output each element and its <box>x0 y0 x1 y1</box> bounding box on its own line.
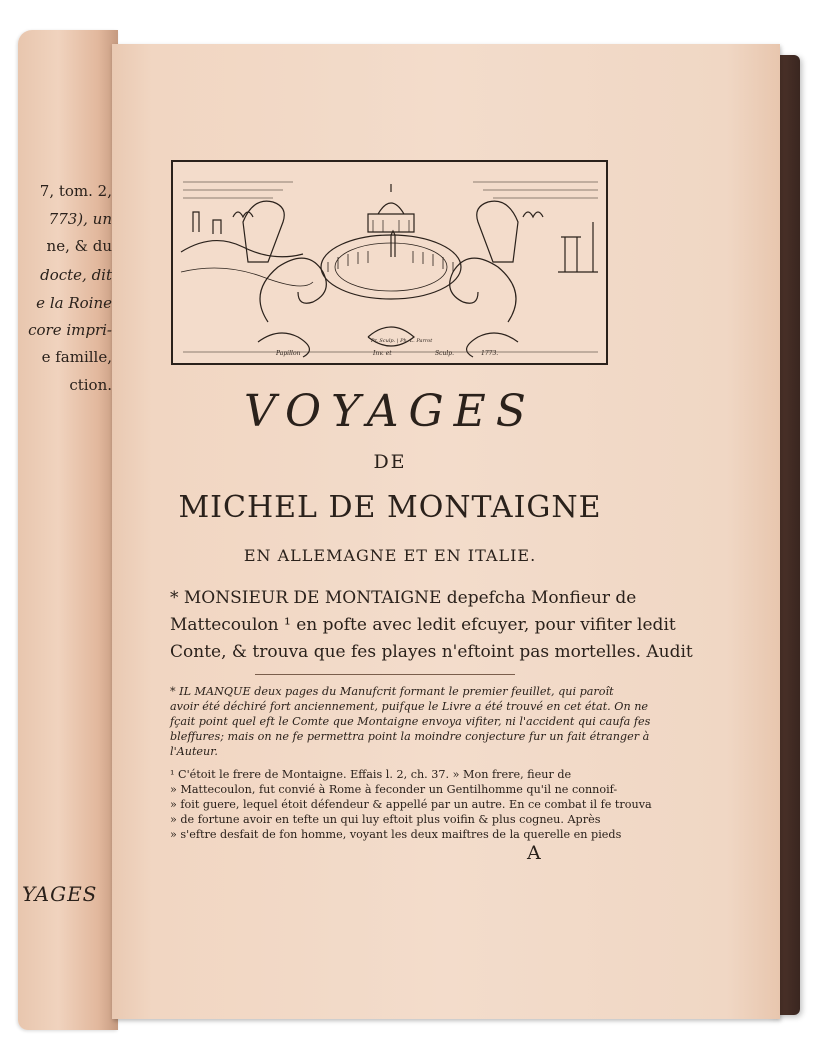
left-fragment: core impri- <box>28 321 112 339</box>
title-author: MICHEL DE MONTAIGNE <box>178 490 602 525</box>
body-line: * MONSIEUR DE MONTAIGNE depefcha Monfieur de <box>170 588 637 608</box>
vignette-caption: 1773. <box>481 350 499 357</box>
left-page <box>18 30 118 1030</box>
footnote-line: » Mattecoulon, fut convié à Rome à feconder un Gentilhomme qu'il ne connoif- <box>170 783 618 796</box>
footnote-line: » foit guere, lequel étoit défendeur & appellé par un autre. En ce combat il fe trouva <box>170 798 652 811</box>
left-fragment: e la Roine <box>36 294 112 312</box>
vignette-illustration <box>173 162 606 363</box>
body-line: Conte, & trouva que fes playes n'eftoint pas mortelles. Audit <box>170 642 693 662</box>
title-subtitle: EN ALLEMAGNE ET EN ITALIE. <box>243 546 537 565</box>
body-line: Mattecoulon ¹ en pofte avec ledit efcuyer, pour vifiter ledit <box>170 615 676 635</box>
footnote-line: ¹ C'étoit le frere de Montaigne. Effais l. 2, ch. 37. » Mon frere, fieur de <box>170 768 572 781</box>
signature-mark: A <box>527 842 541 864</box>
title-voyages: VOYAGES <box>244 386 536 437</box>
left-fragment: 773), un <box>48 210 112 228</box>
vignette-caption: Papillon <box>276 350 301 357</box>
footnote-line: » de fortune avoir en tefte un qui luy eftoit plus voifin & plus cogneu. Après <box>170 813 601 826</box>
left-fragment: docte, dit <box>40 266 112 284</box>
divider-rule <box>255 674 515 675</box>
note-line: l'Auteur. <box>170 745 218 758</box>
vignette-engraver: Pr. Sculp. | Ph. L. Parrot <box>371 338 433 344</box>
footnote-line: » s'eftre desfait de fon homme, voyant les deux maiftres de la querelle en pieds <box>170 828 622 841</box>
vignette-caption: Inv. et <box>373 350 392 357</box>
left-fragment: 7, tom. 2, <box>39 182 112 200</box>
left-fragment: ction. <box>69 376 112 394</box>
left-fragment: ne, & du <box>46 237 112 255</box>
note-line: avoir été déchiré fort anciennement, puifque le Livre a été trouvé en cet état. On ne <box>170 700 649 713</box>
left-catchword: YAGES <box>22 882 98 906</box>
left-fragment: e famille, <box>41 348 112 366</box>
note-line: bleffures; mais on ne fe permettra point la moindre conjecture fur un fait étranger à <box>170 730 650 743</box>
vignette-caption: Sculp. <box>435 350 455 357</box>
note-line: fçait point quel eft le Comte que Montaigne envoya vifiter, ni l'accident qui caufa fes <box>170 715 651 728</box>
note-line: * IL MANQUE deux pages du Manufcrit formant le premier feuillet, qui paroît <box>170 685 614 698</box>
title-de: DE <box>373 451 407 473</box>
engraved-vignette <box>171 160 608 365</box>
